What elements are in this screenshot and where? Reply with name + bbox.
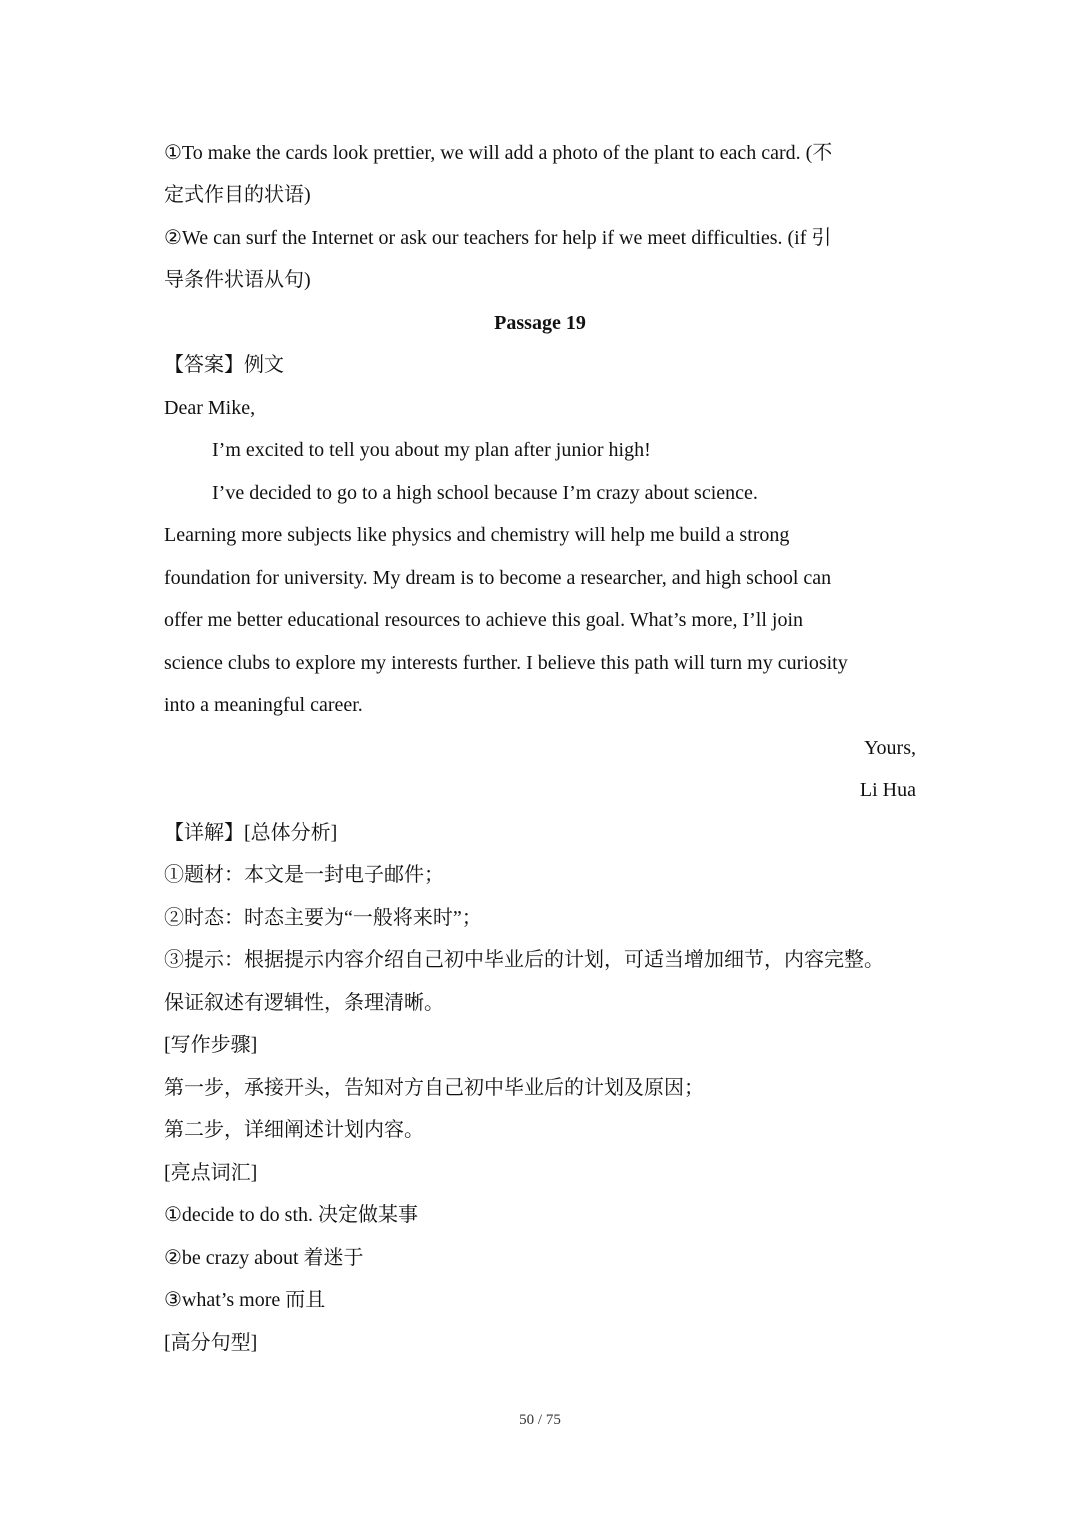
page-number: 50 / 75 [519, 1412, 561, 1428]
letter-paragraph-line: into a meaningful career. [164, 694, 363, 716]
text-line: ①To make the cards look prettier, we will add a photo of the plant to each card. (不 [164, 142, 833, 164]
letter-paragraph-line: science clubs to explore my interests further. I believe this path will turn my curiosity [164, 652, 848, 674]
text-line: 导条件状语从句) [164, 269, 311, 291]
letter-paragraph-line: I’ve decided to go to a high school because I’m crazy about science. [212, 482, 758, 504]
letter-paragraph-line: Learning more subjects like physics and chemistry will help me build a strong [164, 524, 790, 546]
analysis-item: ①题材：本文是一封电子邮件； [164, 864, 444, 886]
writing-step: 第一步，承接开头，告知对方自己初中毕业后的计划及原因； [164, 1077, 704, 1099]
letter-salutation: Dear Mike, [164, 397, 256, 419]
vocabulary-item: ①decide to do sth. 决定做某事 [164, 1204, 419, 1226]
letter-paragraph-line: foundation for university. My dream is to become a researcher, and high school can [164, 567, 832, 589]
letter-signature: Li Hua [859, 779, 916, 801]
sentence-patterns-heading: [高分句型] [164, 1332, 258, 1354]
text-line: ②We can surf the Internet or ask our teachers for help if we meet difficulties. (if 引 [164, 227, 832, 249]
vocabulary-heading: [亮点词汇] [164, 1162, 258, 1184]
letter-paragraph-line: offer me better educational resources to achieve this goal. What’s more, I’ll join [164, 609, 804, 631]
writing-step: 第二步，详细阐述计划内容。 [164, 1119, 424, 1141]
letter-paragraph-line: I’m excited to tell you about my plan after junior high! [212, 439, 651, 461]
text-line: 定式作目的状语) [164, 184, 311, 206]
answer-label: 【答案】例文 [164, 354, 284, 376]
analysis-heading: 【详解】[总体分析] [164, 822, 338, 844]
analysis-item: ②时态：时态主要为“一般将来时”； [164, 907, 482, 929]
letter-closing: Yours, [864, 737, 916, 759]
writing-steps-heading: [写作步骤] [164, 1034, 258, 1056]
passage-heading: Passage 19 [494, 312, 586, 334]
analysis-item: ③提示：根据提示内容介绍自己初中毕业后的计划，可适当增加细节，内容完整。 [164, 949, 884, 971]
vocabulary-item: ②be crazy about 着迷于 [164, 1247, 364, 1269]
vocabulary-item: ③what’s more 而且 [164, 1289, 326, 1311]
analysis-item: 保证叙述有逻辑性，条理清晰。 [164, 992, 444, 1014]
